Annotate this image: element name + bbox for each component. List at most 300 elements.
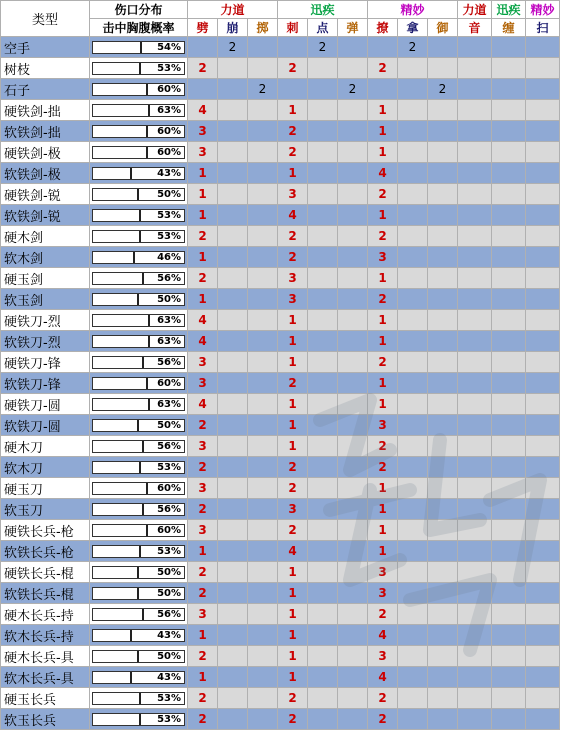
prob-bar xyxy=(92,650,185,663)
weapon-name: 软铁刀-锋 xyxy=(1,373,90,394)
weapon-name: 软玉刀 xyxy=(1,499,90,520)
value-cell xyxy=(398,709,428,730)
value-cell xyxy=(458,457,492,478)
value-cell xyxy=(398,646,428,667)
value-cell xyxy=(218,163,248,184)
prob-value: 53% xyxy=(157,62,181,74)
table-row xyxy=(1,247,560,268)
prob-cell xyxy=(90,415,188,436)
value-cell: 2 xyxy=(188,415,218,436)
value-cell: 2 xyxy=(278,247,308,268)
value-cell: 1 xyxy=(188,667,218,688)
value-cell xyxy=(338,583,368,604)
value-cell xyxy=(492,436,526,457)
value-cell xyxy=(338,331,368,352)
value-cell xyxy=(248,478,278,499)
value-cell: 2 xyxy=(368,709,398,730)
value-cell xyxy=(218,394,248,415)
value-cell xyxy=(526,121,560,142)
value-cell xyxy=(218,709,248,730)
right-header-finesse: 精妙 xyxy=(526,1,560,19)
value-cell xyxy=(338,625,368,646)
value-cell xyxy=(248,373,278,394)
value-cell xyxy=(338,646,368,667)
table-row xyxy=(1,163,560,184)
value-cell: 3 xyxy=(188,520,218,541)
value-cell: 1 xyxy=(188,247,218,268)
value-cell xyxy=(308,499,338,520)
value-cell xyxy=(338,541,368,562)
value-cell xyxy=(458,541,492,562)
value-cell xyxy=(458,226,492,247)
value-cell xyxy=(308,205,338,226)
prob-cell xyxy=(90,394,188,415)
weapon-name: 软铁剑-锐 xyxy=(1,205,90,226)
table-row xyxy=(1,688,560,709)
weapon-name: 硬玉剑 xyxy=(1,268,90,289)
value-cell xyxy=(248,604,278,625)
value-cell xyxy=(218,310,248,331)
weapon-name: 硬铁剑-极 xyxy=(1,142,90,163)
prob-bar-fill xyxy=(93,189,139,200)
prob-value: 60% xyxy=(157,377,181,389)
value-cell: 4 xyxy=(278,541,308,562)
value-cell xyxy=(492,310,526,331)
value-cell xyxy=(338,184,368,205)
group-header-speed: 迅疾 xyxy=(278,1,368,19)
prob-bar xyxy=(92,251,185,264)
value-cell xyxy=(398,310,428,331)
prob-value: 43% xyxy=(157,629,181,641)
value-cell xyxy=(218,625,248,646)
prob-bar xyxy=(92,314,185,327)
value-cell xyxy=(526,478,560,499)
prob-bar xyxy=(92,713,185,726)
prob-cell xyxy=(90,205,188,226)
table-row xyxy=(1,205,560,226)
value-cell: 1 xyxy=(368,394,398,415)
prob-cell xyxy=(90,163,188,184)
value-cell: 3 xyxy=(278,289,308,310)
value-cell xyxy=(492,79,526,100)
value-cell: 1 xyxy=(278,562,308,583)
value-cell: 2 xyxy=(278,373,308,394)
prob-value: 53% xyxy=(157,461,181,473)
value-cell xyxy=(428,541,458,562)
value-cell xyxy=(218,205,248,226)
table-row xyxy=(1,268,560,289)
prob-value: 53% xyxy=(157,545,181,557)
value-cell: 3 xyxy=(188,478,218,499)
value-cell: 2 xyxy=(368,688,398,709)
value-cell xyxy=(458,478,492,499)
value-cell xyxy=(338,667,368,688)
value-cell: 1 xyxy=(278,163,308,184)
value-cell xyxy=(308,352,338,373)
value-cell xyxy=(308,436,338,457)
prob-value: 63% xyxy=(157,398,181,410)
prob-value: 50% xyxy=(157,293,181,305)
value-cell: 4 xyxy=(368,163,398,184)
prob-bar-fill xyxy=(93,147,148,158)
value-cell xyxy=(248,709,278,730)
value-cell xyxy=(492,37,526,58)
table-row xyxy=(1,352,560,373)
table-row xyxy=(1,583,560,604)
value-cell xyxy=(218,121,248,142)
value-cell xyxy=(338,226,368,247)
value-cell xyxy=(368,37,398,58)
value-cell: 1 xyxy=(188,184,218,205)
value-cell xyxy=(526,436,560,457)
value-cell xyxy=(458,646,492,667)
value-cell xyxy=(428,37,458,58)
prob-bar xyxy=(92,608,185,621)
value-cell: 2 xyxy=(368,352,398,373)
value-cell xyxy=(218,226,248,247)
subcol-header-4: 点 xyxy=(308,19,338,37)
value-cell xyxy=(428,142,458,163)
prob-cell xyxy=(90,604,188,625)
prob-bar-fill xyxy=(93,546,141,557)
value-cell xyxy=(338,373,368,394)
value-cell xyxy=(492,520,526,541)
value-cell xyxy=(428,331,458,352)
weapon-name: 软木刀 xyxy=(1,457,90,478)
value-cell xyxy=(398,121,428,142)
weapon-name: 硬木长兵-持 xyxy=(1,604,90,625)
value-cell xyxy=(458,667,492,688)
prob-cell xyxy=(90,646,188,667)
prob-bar xyxy=(92,335,185,348)
value-cell xyxy=(492,709,526,730)
weapon-name: 软铁剑-拙 xyxy=(1,121,90,142)
weapon-name: 硬木剑 xyxy=(1,226,90,247)
value-cell xyxy=(458,121,492,142)
value-cell xyxy=(278,37,308,58)
prob-value: 63% xyxy=(157,314,181,326)
value-cell xyxy=(308,604,338,625)
value-cell xyxy=(458,310,492,331)
value-cell: 2 xyxy=(278,457,308,478)
prob-cell xyxy=(90,478,188,499)
value-cell xyxy=(458,58,492,79)
value-cell: 2 xyxy=(278,121,308,142)
value-cell xyxy=(458,520,492,541)
value-cell xyxy=(338,163,368,184)
value-cell xyxy=(338,520,368,541)
value-cell xyxy=(526,499,560,520)
value-cell xyxy=(492,394,526,415)
value-cell: 1 xyxy=(188,205,218,226)
value-cell: 4 xyxy=(188,310,218,331)
value-cell: 1 xyxy=(278,394,308,415)
value-cell xyxy=(308,373,338,394)
prob-bar xyxy=(92,83,185,96)
value-cell: 3 xyxy=(188,121,218,142)
value-cell xyxy=(398,205,428,226)
value-cell xyxy=(248,352,278,373)
value-cell xyxy=(308,457,338,478)
value-cell xyxy=(398,520,428,541)
prob-value: 46% xyxy=(157,251,181,263)
value-cell xyxy=(458,352,492,373)
prob-cell xyxy=(90,310,188,331)
prob-value: 43% xyxy=(157,671,181,683)
value-cell: 2 xyxy=(248,79,278,100)
value-cell: 2 xyxy=(188,457,218,478)
value-cell xyxy=(492,331,526,352)
value-cell xyxy=(458,37,492,58)
value-cell: 2 xyxy=(188,268,218,289)
weapon-name: 软铁刀-圆 xyxy=(1,415,90,436)
value-cell: 3 xyxy=(188,436,218,457)
prob-bar-fill xyxy=(93,525,148,536)
value-cell xyxy=(218,331,248,352)
prob-bar xyxy=(92,440,185,453)
prob-cell xyxy=(90,37,188,58)
value-cell xyxy=(398,625,428,646)
prob-value: 56% xyxy=(157,503,181,515)
prob-value: 53% xyxy=(157,713,181,725)
value-cell xyxy=(338,100,368,121)
weapon-name: 硬铁刀-锋 xyxy=(1,352,90,373)
value-cell: 2 xyxy=(278,520,308,541)
value-cell: 2 xyxy=(278,142,308,163)
value-cell xyxy=(492,583,526,604)
value-cell xyxy=(428,604,458,625)
value-cell xyxy=(428,667,458,688)
prob-value: 63% xyxy=(157,335,181,347)
value-cell: 3 xyxy=(188,142,218,163)
value-cell xyxy=(218,142,248,163)
prob-value: 43% xyxy=(157,167,181,179)
value-cell: 2 xyxy=(188,646,218,667)
prob-bar-fill xyxy=(93,609,144,620)
value-cell xyxy=(428,478,458,499)
value-cell xyxy=(248,100,278,121)
prob-bar xyxy=(92,293,185,306)
prob-cell xyxy=(90,520,188,541)
value-cell xyxy=(492,268,526,289)
value-cell xyxy=(492,562,526,583)
value-cell: 1 xyxy=(278,310,308,331)
value-cell xyxy=(492,415,526,436)
value-cell xyxy=(368,79,398,100)
value-cell xyxy=(428,688,458,709)
value-cell xyxy=(338,289,368,310)
table-row xyxy=(1,625,560,646)
value-cell xyxy=(492,184,526,205)
value-cell xyxy=(458,142,492,163)
value-cell xyxy=(398,79,428,100)
table-row xyxy=(1,226,560,247)
prob-header: 击中胸腹概率 xyxy=(90,19,188,37)
value-cell xyxy=(248,184,278,205)
value-cell xyxy=(338,352,368,373)
value-cell xyxy=(526,583,560,604)
value-cell: 1 xyxy=(368,331,398,352)
prob-value: 60% xyxy=(157,146,181,158)
value-cell xyxy=(338,709,368,730)
value-cell xyxy=(398,457,428,478)
prob-bar xyxy=(92,419,185,432)
prob-bar-fill xyxy=(93,63,141,74)
subcol-header-8: 御 xyxy=(428,19,458,37)
weapon-name: 软铁长兵-枪 xyxy=(1,541,90,562)
table-row xyxy=(1,415,560,436)
table-row xyxy=(1,184,560,205)
value-cell: 1 xyxy=(368,499,398,520)
value-cell: 2 xyxy=(368,457,398,478)
value-cell xyxy=(218,604,248,625)
value-cell xyxy=(218,58,248,79)
value-cell xyxy=(248,562,278,583)
value-cell: 1 xyxy=(278,415,308,436)
value-cell: 2 xyxy=(308,37,338,58)
value-cell xyxy=(398,604,428,625)
value-cell: 2 xyxy=(218,37,248,58)
prob-bar-fill xyxy=(93,378,148,389)
table-row xyxy=(1,58,560,79)
value-cell: 1 xyxy=(188,541,218,562)
table-row xyxy=(1,457,560,478)
value-cell xyxy=(458,247,492,268)
value-cell xyxy=(526,268,560,289)
value-cell xyxy=(248,520,278,541)
prob-bar xyxy=(92,272,185,285)
value-cell xyxy=(248,163,278,184)
table-row xyxy=(1,562,560,583)
value-cell xyxy=(398,688,428,709)
prob-cell xyxy=(90,100,188,121)
prob-bar-fill xyxy=(93,84,148,95)
prob-cell xyxy=(90,289,188,310)
value-cell xyxy=(458,163,492,184)
weapon-name: 软玉剑 xyxy=(1,289,90,310)
value-cell: 2 xyxy=(188,499,218,520)
value-cell xyxy=(248,205,278,226)
right-header-speed: 迅疾 xyxy=(492,1,526,19)
value-cell xyxy=(428,457,458,478)
value-cell: 1 xyxy=(368,100,398,121)
value-cell xyxy=(428,520,458,541)
prob-bar xyxy=(92,671,185,684)
prob-cell xyxy=(90,331,188,352)
weapon-name: 石子 xyxy=(1,79,90,100)
value-cell xyxy=(338,205,368,226)
prob-cell xyxy=(90,583,188,604)
value-cell xyxy=(248,499,278,520)
prob-value: 56% xyxy=(157,356,181,368)
value-cell xyxy=(428,646,458,667)
value-cell xyxy=(308,163,338,184)
value-cell xyxy=(308,541,338,562)
value-cell xyxy=(218,100,248,121)
weapon-name: 硬铁长兵-枪 xyxy=(1,520,90,541)
prob-bar-fill xyxy=(93,567,139,578)
value-cell: 1 xyxy=(368,478,398,499)
table-row xyxy=(1,142,560,163)
value-cell xyxy=(492,457,526,478)
value-cell xyxy=(458,688,492,709)
weapon-name: 硬铁剑-拙 xyxy=(1,100,90,121)
weapon-name: 硬玉刀 xyxy=(1,478,90,499)
prob-bar-fill xyxy=(93,252,135,263)
value-cell xyxy=(398,352,428,373)
prob-cell xyxy=(90,184,188,205)
prob-bar xyxy=(92,482,185,495)
subcol-header-3: 刺 xyxy=(278,19,308,37)
value-cell xyxy=(308,289,338,310)
value-cell xyxy=(526,289,560,310)
value-cell: 1 xyxy=(278,625,308,646)
prob-value: 50% xyxy=(157,419,181,431)
weapon-name: 软铁剑-极 xyxy=(1,163,90,184)
table-row xyxy=(1,310,560,331)
value-cell: 1 xyxy=(278,667,308,688)
value-cell xyxy=(428,625,458,646)
value-cell xyxy=(308,226,338,247)
value-cell xyxy=(398,667,428,688)
value-cell xyxy=(248,394,278,415)
value-cell xyxy=(398,100,428,121)
value-cell xyxy=(526,205,560,226)
prob-cell xyxy=(90,58,188,79)
prob-cell xyxy=(90,436,188,457)
prob-value: 56% xyxy=(157,608,181,620)
prob-bar xyxy=(92,104,185,117)
value-cell xyxy=(398,184,428,205)
weapon-name: 软铁长兵-棍 xyxy=(1,583,90,604)
prob-cell xyxy=(90,373,188,394)
weapon-name: 软木长兵-持 xyxy=(1,625,90,646)
value-cell xyxy=(526,247,560,268)
value-cell xyxy=(248,289,278,310)
value-cell xyxy=(526,394,560,415)
value-cell xyxy=(248,310,278,331)
value-cell: 1 xyxy=(278,100,308,121)
value-cell xyxy=(526,79,560,100)
value-cell xyxy=(492,247,526,268)
weapon-name: 软木长兵-具 xyxy=(1,667,90,688)
prob-bar-fill xyxy=(93,588,139,599)
value-cell xyxy=(248,37,278,58)
value-cell xyxy=(526,58,560,79)
value-cell xyxy=(428,268,458,289)
value-cell xyxy=(338,310,368,331)
value-cell xyxy=(248,58,278,79)
prob-bar xyxy=(92,230,185,243)
value-cell xyxy=(308,79,338,100)
value-cell xyxy=(492,499,526,520)
subcol-header-7: 拿 xyxy=(398,19,428,37)
prob-bar-fill xyxy=(93,714,141,725)
value-cell xyxy=(248,268,278,289)
value-cell: 1 xyxy=(278,583,308,604)
prob-cell xyxy=(90,79,188,100)
value-cell xyxy=(428,352,458,373)
value-cell: 3 xyxy=(368,415,398,436)
prob-bar-fill xyxy=(93,483,148,494)
value-cell: 4 xyxy=(368,625,398,646)
value-cell xyxy=(428,415,458,436)
value-cell xyxy=(338,436,368,457)
prob-bar-fill xyxy=(93,420,139,431)
value-cell xyxy=(398,226,428,247)
value-cell xyxy=(308,562,338,583)
value-cell xyxy=(248,436,278,457)
